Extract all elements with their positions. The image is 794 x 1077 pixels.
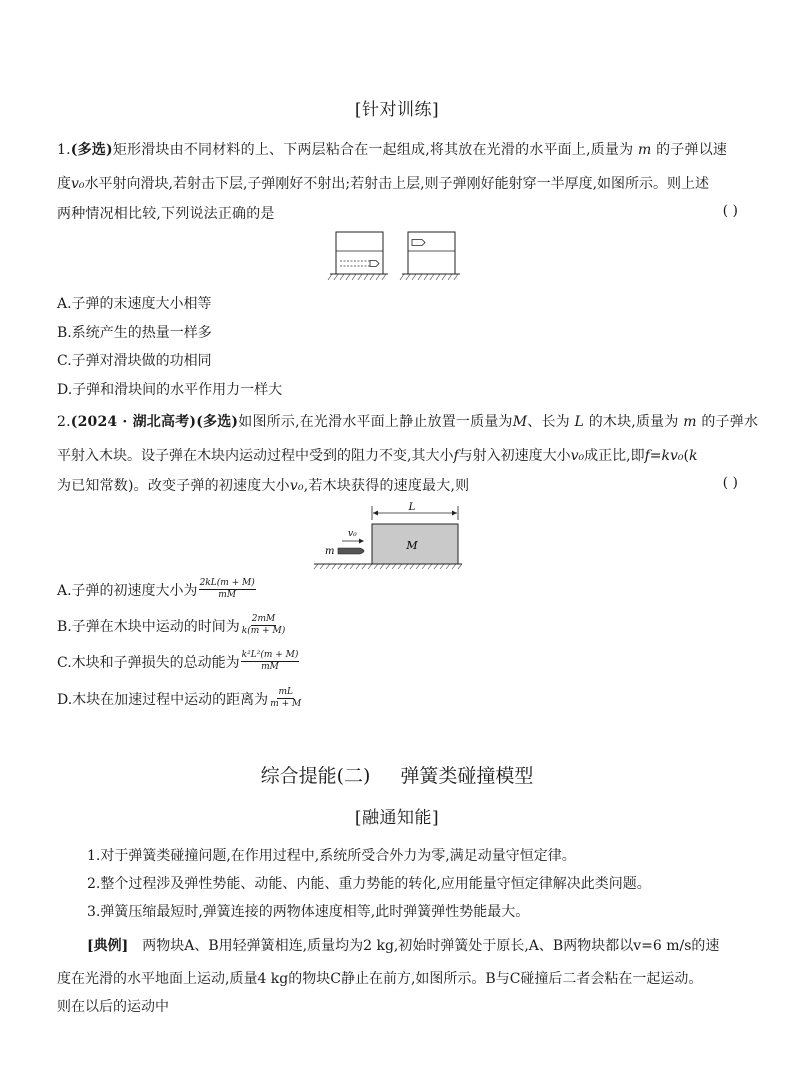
q1-option-a: A.子弹的末速度大小相等 [57, 296, 212, 312]
q2-line-3: 为已知常数)。改变子弹的初速度大小v₀,若木块获得的速度最大,则 [57, 478, 470, 494]
q1-line-1: 1.(多选)矩形滑块由不同材料的上、下两层粘合在一起组成,将其放在光滑的水平面上,质量为 m 的子弹以速 [57, 142, 728, 158]
q2-option-b-fraction: $\frac{2mM}{k(m + M)}$ [241, 614, 286, 636]
q2-option-d: D.木块在加速过程中运动的距离为 $\frac{mL}{m + M}$ [57, 687, 302, 709]
q2-option-c: C.木块和子弹损失的总动能为 $\frac{\text{k²L²(m + M)}}{mM}$ [57, 650, 299, 672]
example-line-3: 则在以后的运动中 [57, 999, 169, 1015]
q2-length-marker [372, 502, 458, 520]
q1-line-2: 度v₀水平射向滑块,若射击下层,子弹刚好不射出;若射击上层,则子弹刚好能射穿一半厚度,如图所示。则上述 [57, 176, 710, 192]
q2-line-2: 平射入木块。设子弹在木块内运动过程中受到的阻力不变,其大小f与射入初速度大小v₀成正比,即f=kv₀(k [57, 448, 698, 464]
q1-block-left [336, 232, 383, 274]
example-line-1: [典例] 两物块A、B用轻弹簧相连,质量均为2 kg,初始时弹簧处于原长,A、B两物块都以v=6 m/s的速 [87, 938, 720, 954]
q2-option-b: B.子弹在木块中运动的时间为 $\frac{2mM}{k(m + M)}$ [57, 614, 286, 636]
q2-option-a: A.子弹的初速度大小为 $\frac{2kL(m + M)}{mM}$ [57, 578, 255, 600]
q2-option-c-fraction: $\frac{\text{k²L²(m + M)}}{mM}$ [241, 650, 299, 672]
knowledge-point-1: 1.对于弹簧类碰撞问题,在作用过程中,系统所受合外力为零,满足动量守恒定律。 [87, 848, 576, 864]
q2-ground-hatch [314, 564, 462, 569]
q2-bullet [338, 548, 364, 554]
knowledge-point-2: 2.整个过程涉及弹性势能、动能、内能、重力势能的转化,应用能量守恒定律解决此类问题。 [87, 876, 651, 892]
q1-multi-choice-tag: (多选) [70, 142, 113, 158]
q2-answer-bracket: ( ) [722, 475, 738, 491]
knowledge-point-3: 3.弹簧压缩最短时,弹簧连接的两物体速度相等,此时弹簧弹性势能最大。 [87, 904, 530, 920]
q1-line-3: 两种情况相比较,下列说法正确的是 [57, 206, 275, 222]
q2-label-M: M [406, 539, 418, 552]
q2-multi-choice-tag: (多选) [196, 414, 239, 430]
q1-answer-bracket: ( ) [722, 203, 738, 219]
q2-option-a-fraction: $\frac{2kL(m + M)}{mM}$ [199, 578, 255, 600]
q1-ground-hatch [328, 274, 460, 280]
q2-label-L: L [408, 502, 416, 513]
q1-option-b: B.系统产生的热量一样多 [57, 325, 212, 341]
q2-figure [312, 500, 462, 570]
q2-label-v0: v₀ [348, 529, 357, 539]
q2-velocity-arrow [342, 529, 364, 544]
q2-label-m: m [325, 546, 335, 557]
section-title-spring-collision: 综合提能(二) 弹簧类碰撞模型 [260, 765, 534, 787]
q2-line-1: 2.(2024 · 湖北高考)(多选)如图所示,在光滑水平面上静止放置一质量为M、长为 L 的木块,质量为 m 的子弹水 [57, 414, 759, 430]
section-heading-practice: [针对训练] [354, 100, 440, 120]
q1-option-d: D.子弹和滑块间的水平作用力一样大 [57, 382, 283, 398]
q1-option-c: C.子弹对滑块做的功相同 [57, 353, 212, 369]
example-line-2: 度在光滑的水平地面上运动,质量4 kg的物块C静止在前方,如图所示。B与C碰撞后二者会粘在一起运动。 [57, 971, 703, 987]
q2-source-tag: (2024 · 湖北高考) [70, 414, 197, 430]
q1-block-right [408, 232, 455, 274]
q2-option-d-fraction: $\frac{mL}{m + M}$ [270, 687, 302, 709]
section-heading-knowledge: [融通知能] [354, 808, 440, 828]
example-tag: [典例] [87, 938, 129, 954]
q1-figure [326, 229, 461, 284]
